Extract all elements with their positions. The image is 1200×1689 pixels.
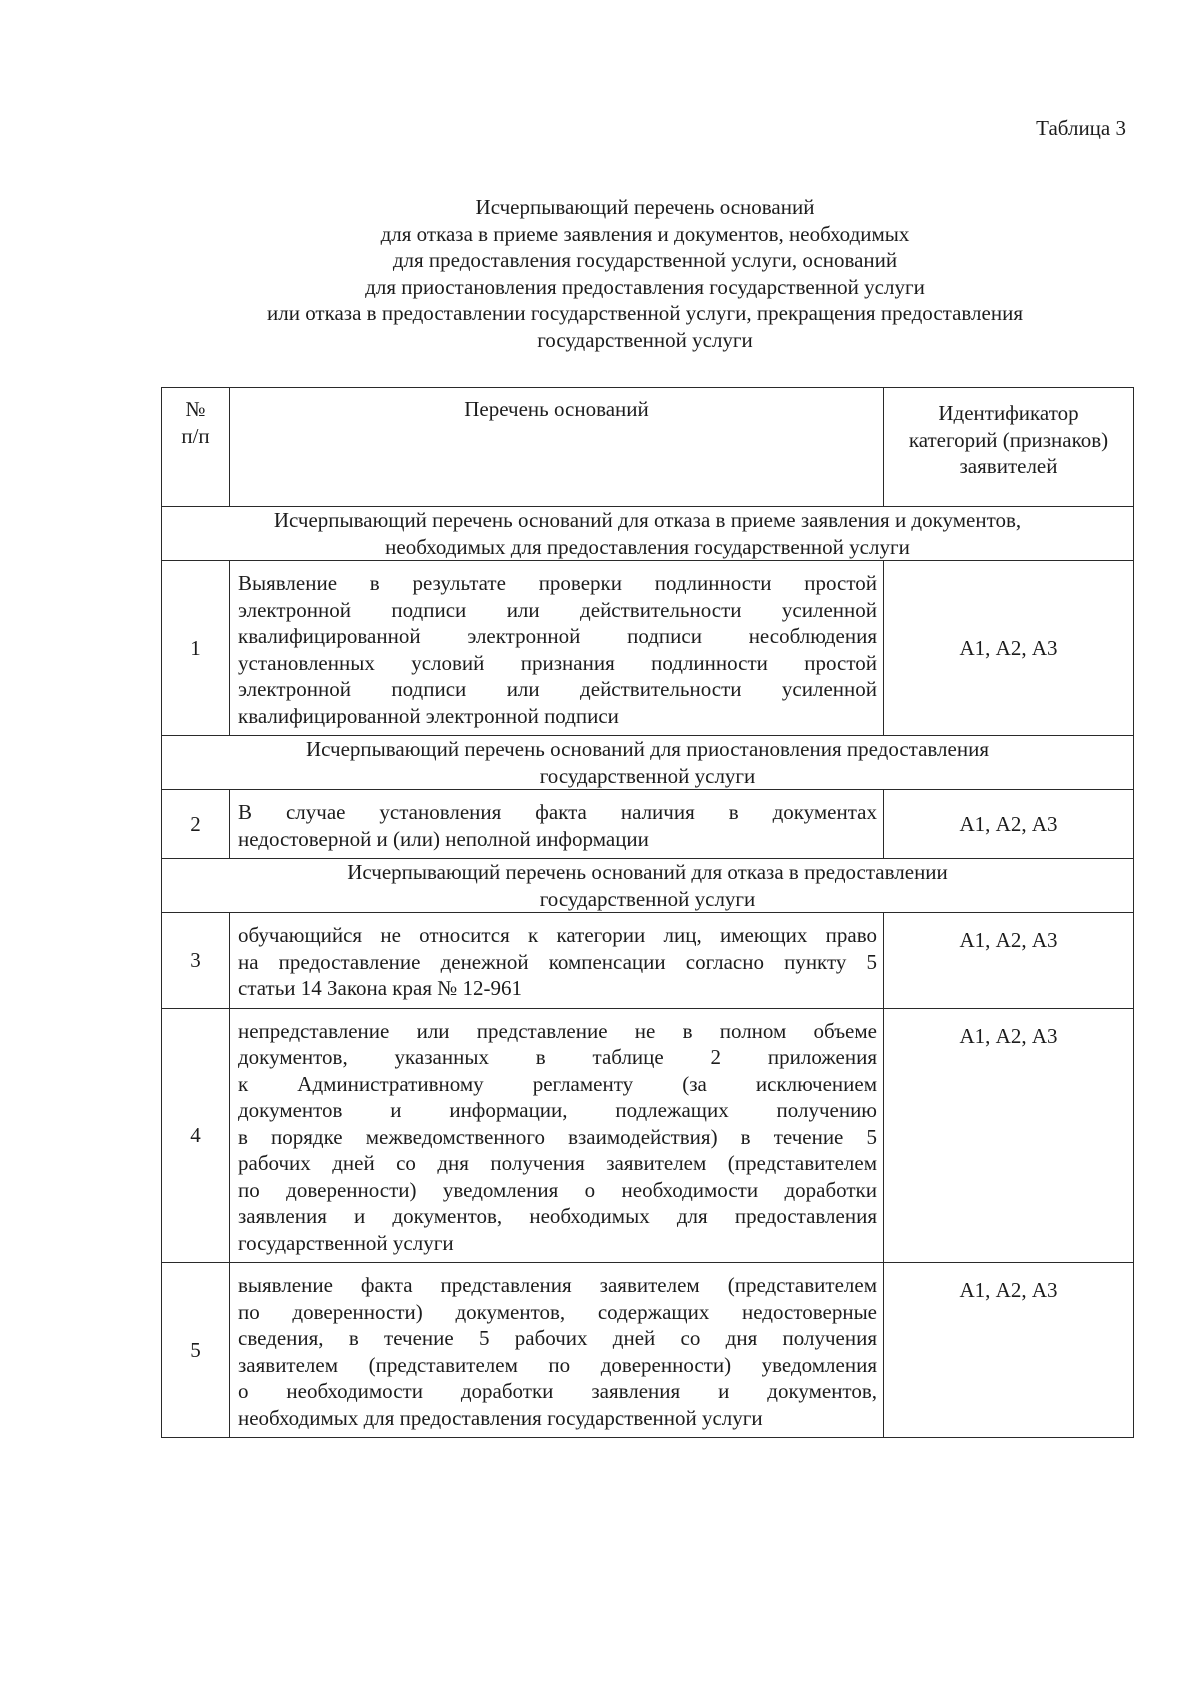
title-line: для отказа в приеме заявления и документов, необходимых — [380, 221, 910, 246]
section-heading-line: государственной услуги — [539, 886, 756, 911]
title-line: государственной услуги — [537, 327, 753, 352]
table-row — [162, 1263, 1134, 1438]
header-identifier-line: Идентификатор — [938, 401, 1079, 425]
row-applicant-ids: А1, А2, А3 — [884, 561, 1134, 736]
ground-text-line: Выявление в результате проверки подлинности простой — [238, 571, 877, 595]
ground-text-line: квалифицированной электронной подписи — [238, 703, 619, 728]
section-heading-row — [162, 507, 1134, 561]
ground-text-line: рабочих дней со дня получения заявителем (представителем — [238, 1151, 877, 1175]
document-title — [150, 194, 1140, 353]
ground-text-line: необходимых для предоставления государственной услуги — [238, 1405, 763, 1430]
row-applicant-ids: А1, А2, А3 — [884, 1008, 1134, 1263]
ground-text-line: документов и информации, подлежащих получению — [238, 1098, 877, 1122]
ground-text-line: документов, указанных в таблице 2 приложения — [238, 1045, 877, 1069]
header-list-cell — [230, 388, 884, 507]
section-heading — [162, 736, 1134, 790]
header-identifier-line: заявителей — [959, 454, 1058, 478]
row-number: 3 — [162, 913, 230, 1009]
grounds-table — [161, 387, 1134, 1438]
ground-text-line: квалифицированной электронной подписи несоблюдения — [238, 624, 877, 648]
ground-text-line: к Административному регламенту (за исключением — [238, 1071, 877, 1096]
section-heading-line: государственной услуги — [539, 763, 756, 788]
ground-text-line: электронной подписи или действительности усиленной — [238, 677, 877, 701]
row-ground-text — [230, 1008, 884, 1263]
row-ground-text — [230, 913, 884, 1009]
ground-text-line: в порядке межведомственного взаимодействия) в течение 5 — [238, 1124, 877, 1149]
ground-text-line: сведения, в течение 5 рабочих дней со дня получения — [238, 1326, 877, 1350]
header-number-abbr: п/п — [181, 423, 210, 448]
ground-text-line: непредставление или представление не в полном объеме — [238, 1018, 877, 1043]
row-number: 5 — [162, 1263, 230, 1438]
row-ground-text — [230, 790, 884, 859]
row-ground-text — [230, 561, 884, 736]
row-ground-text — [230, 1263, 884, 1438]
row-applicant-ids: А1, А2, А3 — [884, 790, 1134, 859]
header-list-label: Перечень оснований — [464, 397, 649, 421]
title-line: Исчерпывающий перечень оснований — [475, 195, 815, 219]
section-heading-line: необходимых для предоставления государственной услуги — [385, 534, 910, 559]
row-number: 1 — [162, 561, 230, 736]
row-number: 4 — [162, 1008, 230, 1263]
header-identifier-cell — [884, 388, 1134, 507]
ground-text-line: электронной подписи или действительности усиленной — [238, 597, 877, 622]
table-row — [162, 561, 1134, 736]
table-header-row — [162, 388, 1134, 507]
section-heading — [162, 859, 1134, 913]
section-heading-line: Исчерпывающий перечень оснований для приостановления предоставления — [305, 737, 989, 761]
section-heading — [162, 507, 1134, 561]
ground-text-line: В случае установления факта наличия в документах — [238, 800, 877, 824]
ground-text-line: обучающийся не относится к категории лиц, имеющих право — [238, 923, 877, 947]
ground-text-line: заявления и документов, необходимых для предоставления — [238, 1204, 877, 1228]
header-identifier-line: категорий (признаков) — [908, 427, 1109, 452]
ground-text-line: заявителем (представителем по доверенности) уведомления — [238, 1352, 877, 1377]
ground-text-line: на предоставление денежной компенсации согласно пункту 5 — [238, 949, 877, 974]
section-heading-line: Исчерпывающий перечень оснований для отказа в предоставлении — [347, 860, 948, 884]
table-number-label: Таблица 3 — [1036, 116, 1126, 140]
title-line: или отказа в предоставлении государственной услуги, прекращения предоставления — [267, 301, 1023, 325]
section-heading-line: Исчерпывающий перечень оснований для отказа в приеме заявления и документов, — [273, 508, 1022, 532]
row-applicant-ids: А1, А2, А3 — [884, 913, 1134, 1009]
ground-text-line: статьи 14 Закона края № 12-961 — [238, 976, 523, 1000]
table-row — [162, 1008, 1134, 1263]
ground-text-line: недостоверной и (или) неполной информации — [238, 826, 649, 851]
header-number-cell — [162, 388, 230, 507]
ground-text-line: выявление факта представления заявителем (представителем — [238, 1273, 877, 1297]
title-line: для приостановления предоставления государственной услуги — [365, 274, 925, 299]
row-number: 2 — [162, 790, 230, 859]
ground-text-line: установленных условий признания подлинности простой — [238, 650, 877, 675]
title-line: для предоставления государственной услуги, оснований — [392, 248, 898, 272]
ground-text-line: государственной услуги — [238, 1230, 454, 1255]
section-heading-row — [162, 859, 1134, 913]
ground-text-line: по доверенности) уведомления о необходимости доработки — [238, 1177, 877, 1202]
table-row — [162, 913, 1134, 1009]
ground-text-line: о необходимости доработки заявления и документов, — [238, 1379, 877, 1403]
table-row — [162, 790, 1134, 859]
section-heading-row — [162, 736, 1134, 790]
ground-text-line: по доверенности) документов, содержащих недостоверные — [238, 1299, 877, 1324]
row-applicant-ids: А1, А2, А3 — [884, 1263, 1134, 1438]
header-number-sign: № — [185, 397, 206, 421]
